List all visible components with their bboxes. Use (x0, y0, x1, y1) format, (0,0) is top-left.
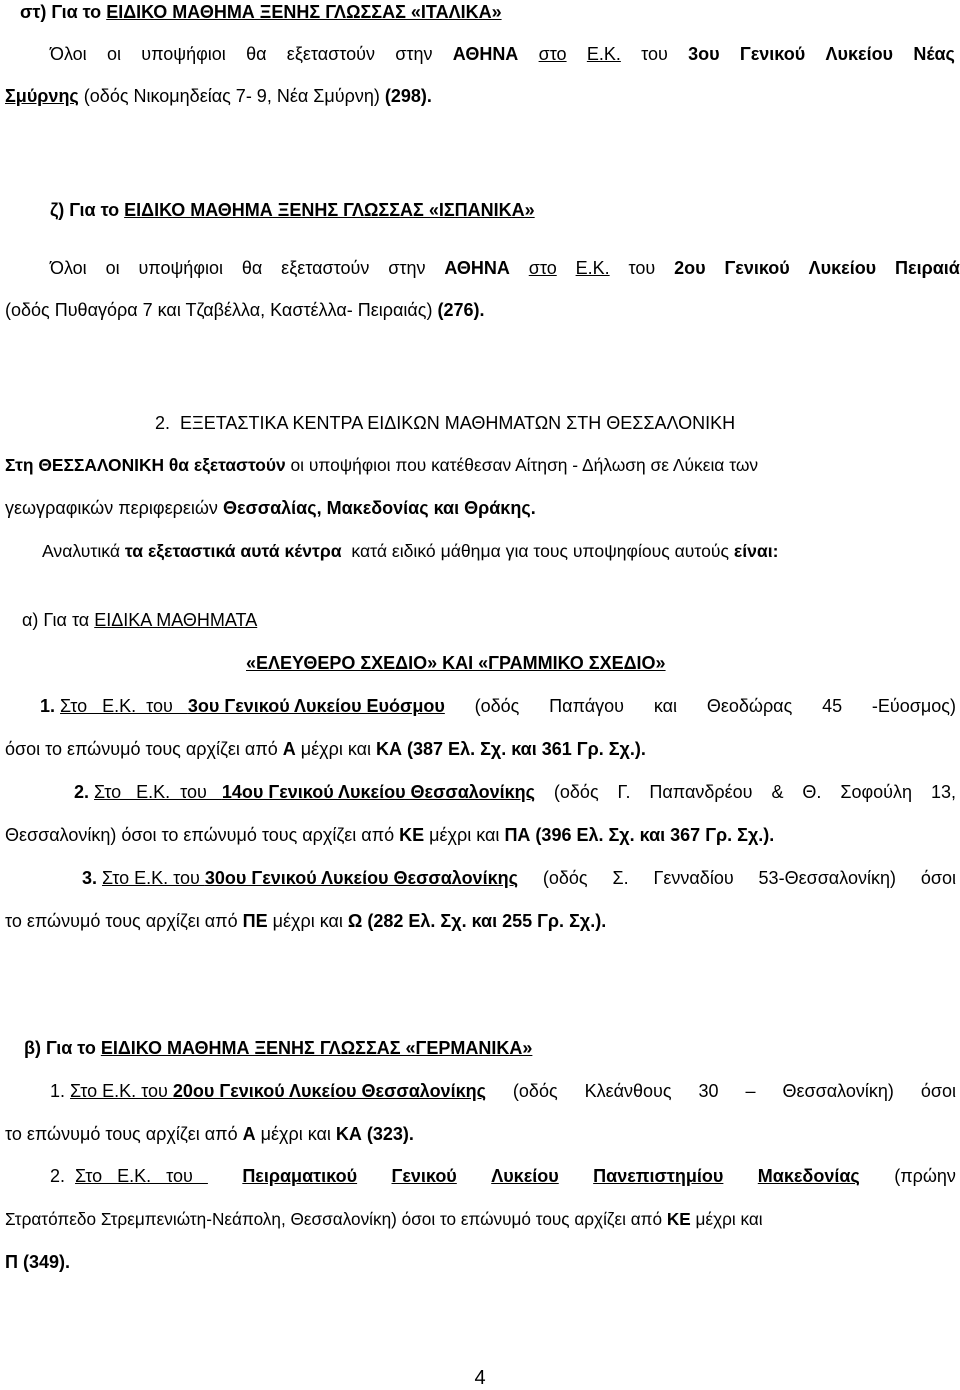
text-run: ζ) Για το (50, 200, 125, 220)
drawing-item-1 (40, 694, 956, 718)
text-run: β) Για το (24, 1038, 101, 1058)
heading-spanish (50, 198, 950, 222)
text-run: υποψήφιοι (138, 258, 223, 278)
german-item-1-line-2 (5, 1122, 955, 1146)
text-run: 30ου Γενικού Λυκείου Θεσσαλονίκης (204, 868, 518, 888)
text-run: όσοι (920, 868, 956, 888)
text-run: ΚΑ (323). (335, 1124, 414, 1144)
text-run: Σ. (612, 868, 629, 888)
text-run: 1. (50, 1081, 66, 1101)
text-run: στο (538, 44, 567, 64)
text-run: 3. (82, 868, 98, 888)
text-run (758, 1164, 860, 1188)
text-run: στην (395, 44, 433, 64)
text-run: και (653, 696, 678, 716)
text-run (246, 653, 666, 673)
text-run: μέχρι και (424, 825, 505, 845)
italian-line-1 (50, 42, 955, 66)
text-run: Θεσσαλίας, Μακεδονίας και Θράκης. (222, 498, 536, 518)
text-run: στο (528, 258, 557, 278)
heading-spanish-link[interactable]: ΕΙΔΙΚΟ ΜΑΘΗΜΑ ΞΕΝΗΣ ΓΛΩΣΣΑΣ «ΙΣΠΑΝΙΚΑ» (124, 200, 535, 220)
text-run (106, 2, 501, 22)
text-run (82, 866, 518, 890)
spanish-line-2 (5, 298, 955, 322)
text-run: Θ. (802, 782, 822, 802)
text-run (222, 782, 535, 802)
exam-centre-link-4[interactable]: Στο Ε.Κ. του (70, 1081, 173, 1101)
text-run: κατά ειδικό μάθημα για τους υποψηφίους αυτούς (341, 541, 734, 561)
drawing-item-2 (74, 780, 956, 804)
text-run: Παπάγου (549, 696, 625, 716)
exam-centre-link-5[interactable]: Στο Ε.Κ. του (75, 1166, 208, 1186)
text-run: (298). (384, 86, 432, 106)
text-run: (276). (437, 300, 485, 320)
text-run: Σοφούλη (840, 782, 913, 802)
text-run: μέχρι και (255, 1124, 336, 1144)
text-run: είναι: (733, 541, 779, 561)
text-run: (πρώην (894, 1166, 956, 1186)
text-run: Στη ΘΕΣΣΑΛΟΝΙΚΗ θα εξεταστούν (5, 455, 286, 475)
section-2-title (155, 411, 955, 435)
text-run: 20ου Γενικού Λυκείου Θεσσαλονίκης (172, 1081, 486, 1101)
text-run: υποψήφιοι (141, 44, 226, 64)
text-run (593, 1164, 723, 1188)
text-run (50, 1164, 208, 1188)
text-run: Π (349). (5, 1252, 71, 1272)
text-run: 14ου Γενικού Λυκείου Θεσσαλονίκης (221, 782, 535, 802)
text-run (5, 86, 79, 106)
heading-german (24, 1036, 924, 1060)
text-run: ΚΕ (399, 825, 425, 845)
text-run: το επώνυμό τους αρχίζει από (5, 911, 243, 931)
text-run: (οδός (542, 868, 588, 888)
text-run: 2. (74, 782, 90, 802)
text-run: μέχρι και (295, 739, 377, 759)
text-run (124, 200, 535, 220)
text-run: ΑΘΗΝΑ (452, 44, 519, 64)
text-run: Όλοι (50, 258, 87, 278)
text-run: θα (241, 258, 263, 278)
exam-centre-link-3[interactable]: Στο Ε.Κ. του (102, 868, 205, 888)
text-run: εξεταστούν (281, 258, 370, 278)
text-run (242, 1164, 357, 1188)
text-run: Παπανδρέου (649, 782, 753, 802)
text-run: Στρατόπεδο Στρεμπενιώτη-Νεάπολη, Θεσσαλονίκη) όσοι το επώνυμό τους αρχίζει από (5, 1209, 667, 1229)
text-run: 45 (822, 696, 843, 716)
drawing-subheading (246, 651, 946, 675)
text-run: (οδός (553, 782, 599, 802)
heading-italian (20, 0, 940, 24)
text-run: οι (105, 258, 120, 278)
text-run: Λυκείου (491, 1166, 559, 1186)
exam-centre-link-2[interactable]: Στο Ε.Κ. του (94, 782, 222, 802)
text-run: Θεσσαλονίκη) όσοι το επώνυμό τους αρχίζει από (5, 825, 400, 845)
text-run (173, 1081, 486, 1101)
text-run: ΠΕ (242, 911, 268, 931)
text-run: Γενικού (391, 1166, 457, 1186)
text-run: 53-Θεσσαλονίκη) (758, 868, 896, 888)
spanish-line-1 (50, 256, 960, 280)
text-run: Γενναδίου (653, 868, 734, 888)
text-run: Γενικού (739, 44, 806, 64)
text-run: όσοι το επώνυμό τους αρχίζει από (5, 739, 283, 759)
text-run: Πειραιά (895, 258, 960, 278)
text-run: ΠΑ (396 Ελ. Σχ. και 367 Γρ. Σχ.). (504, 825, 775, 845)
heading-german-link[interactable]: ΕΙΔΙΚΟ ΜΑΘΗΜΑ ΞΕΝΗΣ ΓΛΩΣΣΑΣ «ΓΕΡΜΑΝΙΚΑ» (100, 1038, 533, 1058)
text-run: (οδός Νικομηδείας 7- 9, Νέα Σμύρνη) (78, 86, 385, 106)
text-run (205, 868, 518, 888)
section-2-paragraph-1 (5, 453, 960, 477)
text-run: Κλεάνθους (584, 1081, 672, 1101)
text-run: Θεσσαλονίκη) (782, 1081, 894, 1101)
german-item-2 (50, 1164, 956, 1188)
text-run: όσοι (920, 1081, 956, 1101)
text-run: Σμύρνης (5, 86, 79, 106)
text-run: Γ. (617, 782, 631, 802)
text-run: ΚΑ (387 Ελ. Σχ. και 361 Γρ. Σχ.). (376, 739, 646, 759)
text-run: θα (246, 44, 267, 64)
text-run: 13, (930, 782, 956, 802)
german-item-2-line-2 (5, 1207, 960, 1231)
heading-drawing-link[interactable]: ΕΙΔΙΚΑ ΜΑΘΗΜΑΤΑ (94, 610, 258, 630)
text-run: Ε.Κ. (586, 44, 621, 64)
text-run (74, 780, 535, 804)
text-run: (οδός (512, 1081, 558, 1101)
text-run (188, 696, 445, 716)
text-run: 3ου (688, 44, 720, 64)
section-2-paragraph-2 (5, 496, 955, 520)
text-run: Λυκείου (808, 258, 877, 278)
text-run: μέχρι και (267, 911, 348, 931)
text-run: Πειραματικού (242, 1166, 358, 1186)
text-run: 2. (50, 1166, 66, 1186)
text-run (491, 1164, 559, 1188)
drawing-item-3 (82, 866, 956, 890)
text-run: στ) Για το (20, 2, 107, 22)
text-run: Θεοδώρας (706, 696, 793, 716)
text-run: εξεταστούν (286, 44, 375, 64)
text-run: (οδός (474, 696, 520, 716)
german-item-1 (50, 1079, 956, 1103)
text-run: Όλοι (50, 44, 87, 64)
text-run: & (771, 782, 784, 802)
text-run: «ΕΛΕΥΘΕΡΟ ΣΧΕΔΙΟ» ΚΑΙ «ΓΡΑΜΜΙΚΟ ΣΧΕΔΙΟ» (246, 653, 666, 673)
text-run: το επώνυμό τους αρχίζει από (5, 1124, 243, 1144)
text-run: μέχρι και (690, 1209, 763, 1229)
text-run: α) Για τα (22, 610, 95, 630)
text-run: οι υποψήφιοι που κατέθεσαν Αίτηση - Δήλωση σε Λύκεια των (285, 455, 759, 475)
text-run: Μακεδονίας (757, 1166, 860, 1186)
text-run: Ε.Κ. (575, 258, 610, 278)
text-run: Α (242, 1124, 256, 1144)
text-run: του (641, 44, 668, 64)
text-run: ΑΘΗΝΑ (444, 258, 510, 278)
text-run: στην (388, 258, 426, 278)
text-run: Νέας (913, 44, 955, 64)
text-run: Ω (282 Ελ. Σχ. και 255 Γρ. Σχ.). (347, 911, 607, 931)
text-run: του (628, 258, 656, 278)
text-run: Λυκείου (825, 44, 894, 64)
text-run: 3ου Γενικού Λυκείου Ευόσμου (187, 696, 445, 716)
text-run (392, 1164, 457, 1188)
german-item-2-line-3 (5, 1250, 405, 1274)
text-run: οι (106, 44, 121, 64)
text-run: γεωγραφικών περιφερειών (5, 498, 223, 518)
drawing-item-1-line-2 (5, 737, 955, 761)
section-2-paragraph-3 (42, 539, 960, 563)
text-run: 1. (40, 696, 56, 716)
text-run: 2. (155, 413, 171, 433)
text-run (50, 1079, 486, 1103)
text-run: Α (282, 739, 296, 759)
page-number: 4 (474, 1367, 486, 1389)
text-run: Γενικού (724, 258, 790, 278)
text-run: Πανεπιστημίου (593, 1166, 724, 1186)
text-run: -Εύοσμος) (871, 696, 956, 716)
text-run: ΚΕ (666, 1209, 691, 1229)
text-run: (οδός Πυθαγόρα 7 και Τζαβέλλα, Καστέλλα- Πειραιάς) (5, 300, 438, 320)
text-run: – (745, 1081, 756, 1101)
text-run: 30 (698, 1081, 719, 1101)
heading-drawing (22, 608, 922, 632)
text-run: τα εξεταστικά αυτά κέντρα (124, 541, 342, 561)
text-run: 2ου (674, 258, 706, 278)
heading-italian-link[interactable]: ΕΙΔΙΚΟ ΜΑΘΗΜΑ ΞΕΝΗΣ ΓΛΩΣΣΑΣ «ΙΤΑΛΙΚΑ» (106, 2, 502, 22)
drawing-item-2-line-2 (5, 823, 955, 847)
exam-centre-link-1[interactable]: Στο Ε.Κ. του (60, 696, 188, 716)
text-run (101, 1038, 533, 1058)
drawing-item-3-line-2 (5, 909, 955, 933)
text-run: ΕΞΕΤΑΣΤΙΚΑ ΚΕΝΤΡΑ ΕΙΔΙΚΩΝ ΜΑΘΗΜΑΤΩΝ ΣΤΗ ΘΕΣΣΑΛΟΝΙΚΗ (180, 413, 736, 433)
text-run: Αναλυτικά (42, 541, 125, 561)
italian-line-2 (5, 84, 955, 108)
text-run (40, 694, 445, 718)
